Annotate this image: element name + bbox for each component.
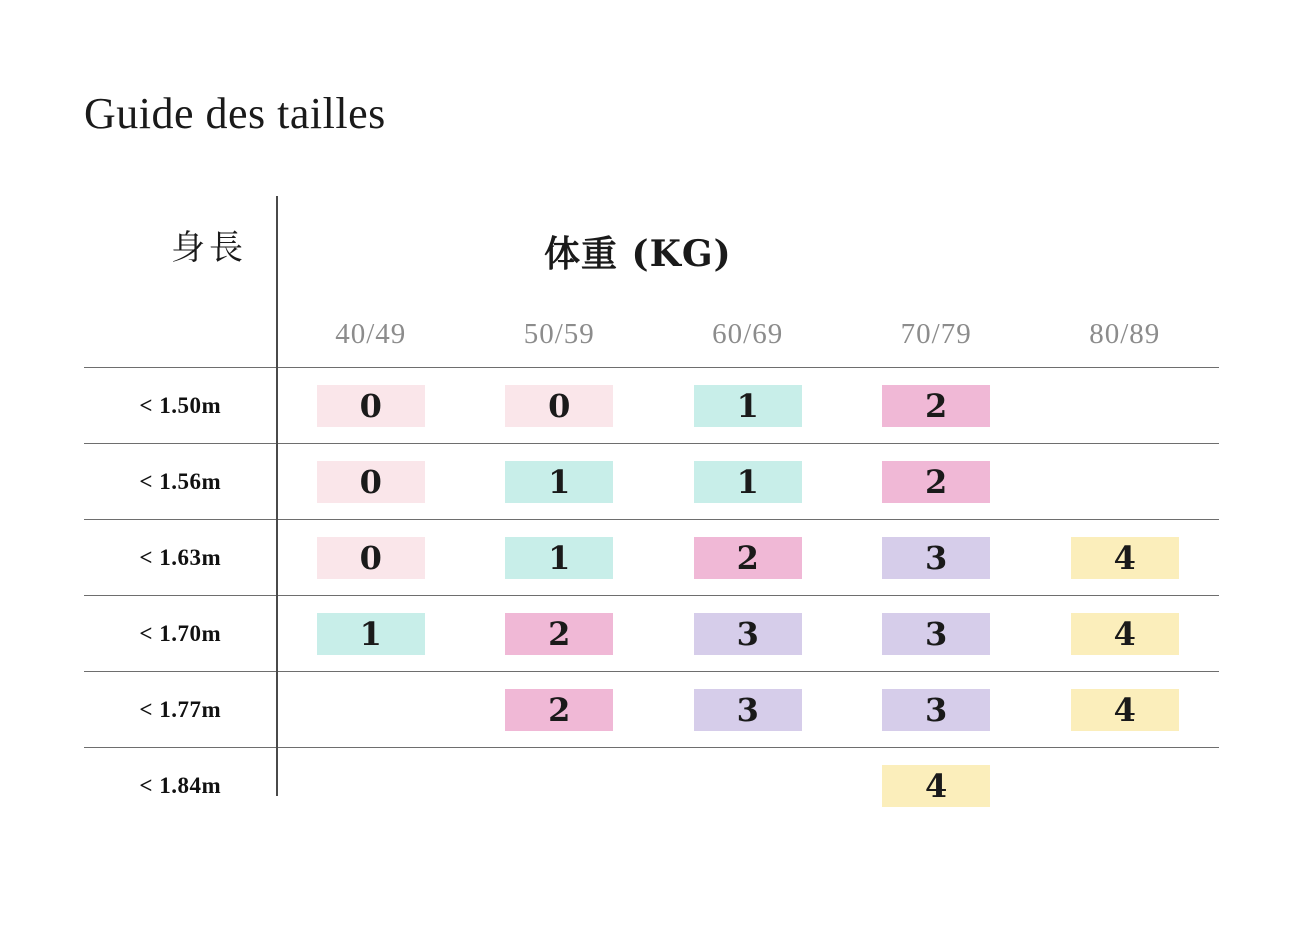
size-chip: 0 (317, 537, 425, 579)
size-chip-empty (317, 762, 425, 804)
column-header-4: 80/89 (1089, 318, 1161, 350)
size-cell-r3-c3 (842, 596, 1030, 672)
size-chip: 3 (882, 689, 990, 731)
table-row (84, 748, 1219, 824)
row-header-4: < 1.77m (139, 696, 222, 722)
size-chip-empty (317, 686, 425, 728)
size-chip: 0 (317, 385, 425, 427)
size-cell-r1-c4 (1030, 444, 1219, 520)
size-cell-r3-c1 (465, 596, 653, 672)
size-cell-r2-c1 (465, 520, 653, 596)
height-axis-label: 身長 (171, 228, 247, 268)
table-row (84, 596, 1219, 672)
weight-axis-label: 体重 (KG) (544, 233, 732, 275)
size-chip-empty (694, 762, 802, 804)
table-header-row (84, 314, 1219, 368)
size-table (84, 314, 1219, 823)
row-header-1: < 1.56m (139, 468, 222, 494)
size-chip: 3 (882, 537, 990, 579)
page-title: Guide des tailles (84, 89, 386, 138)
size-chip: 2 (505, 613, 613, 655)
column-header-3: 70/79 (900, 318, 972, 350)
size-chip: 1 (317, 613, 425, 655)
table-row (84, 520, 1219, 596)
table-row (84, 444, 1219, 520)
size-cell-r3-c0 (277, 596, 465, 672)
size-chip: 1 (505, 461, 613, 503)
size-chip-empty (505, 762, 613, 804)
size-cell-r5-c3 (842, 748, 1030, 824)
column-header-2: 60/69 (712, 318, 784, 350)
size-chip-empty (1071, 382, 1179, 424)
size-cell-r1-c3 (842, 444, 1030, 520)
size-cell-r1-c0 (277, 444, 465, 520)
chart-axis-headers (84, 196, 1219, 314)
size-cell-r0-c3 (842, 368, 1030, 444)
row-header-5: < 1.84m (139, 772, 222, 798)
size-cell-r4-c1 (465, 672, 653, 748)
size-chip-empty (1071, 762, 1179, 804)
size-chip: 2 (694, 537, 802, 579)
size-cell-r3-c4 (1030, 596, 1219, 672)
column-header-0: 40/49 (335, 318, 407, 350)
size-chip: 3 (694, 613, 802, 655)
size-chip: 1 (694, 385, 802, 427)
size-chip: 2 (882, 385, 990, 427)
size-cell-r0-c1 (465, 368, 653, 444)
column-header-1: 50/59 (523, 318, 595, 350)
table-corner-cell (84, 314, 277, 368)
size-guide-chart (84, 196, 1219, 823)
size-chip: 3 (694, 689, 802, 731)
table-row (84, 672, 1219, 748)
size-cell-r1-c1 (465, 444, 653, 520)
size-chip: 3 (882, 613, 990, 655)
size-cell-r0-c4 (1030, 368, 1219, 444)
size-chip: 0 (317, 461, 425, 503)
size-cell-r2-c4 (1030, 520, 1219, 596)
size-chip: 2 (505, 689, 613, 731)
size-chip-empty (1071, 458, 1179, 500)
size-cell-r5-c4 (1030, 748, 1219, 824)
size-chip: 4 (1071, 689, 1179, 731)
size-chip: 1 (505, 537, 613, 579)
size-chip: 4 (1071, 537, 1179, 579)
size-cell-r0-c2 (653, 368, 841, 444)
size-cell-r4-c0 (277, 672, 465, 748)
size-cell-r2-c3 (842, 520, 1030, 596)
size-cell-r1-c2 (653, 444, 841, 520)
size-chip: 2 (882, 461, 990, 503)
size-cell-r3-c2 (653, 596, 841, 672)
size-cell-r2-c2 (653, 520, 841, 596)
size-cell-r5-c2 (653, 748, 841, 824)
size-cell-r4-c4 (1030, 672, 1219, 748)
size-cell-r5-c1 (465, 748, 653, 824)
size-chip: 4 (1071, 613, 1179, 655)
size-cell-r5-c0 (277, 748, 465, 824)
row-header-0: < 1.50m (139, 392, 222, 418)
size-chip: 4 (882, 765, 990, 807)
size-chip: 0 (505, 385, 613, 427)
axis-divider (276, 196, 278, 796)
row-header-2: < 1.63m (139, 544, 222, 570)
size-cell-r4-c3 (842, 672, 1030, 748)
size-chip: 1 (694, 461, 802, 503)
size-cell-r4-c2 (653, 672, 841, 748)
size-cell-r2-c0 (277, 520, 465, 596)
size-cell-r0-c0 (277, 368, 465, 444)
row-header-3: < 1.70m (139, 620, 222, 646)
table-row (84, 368, 1219, 444)
